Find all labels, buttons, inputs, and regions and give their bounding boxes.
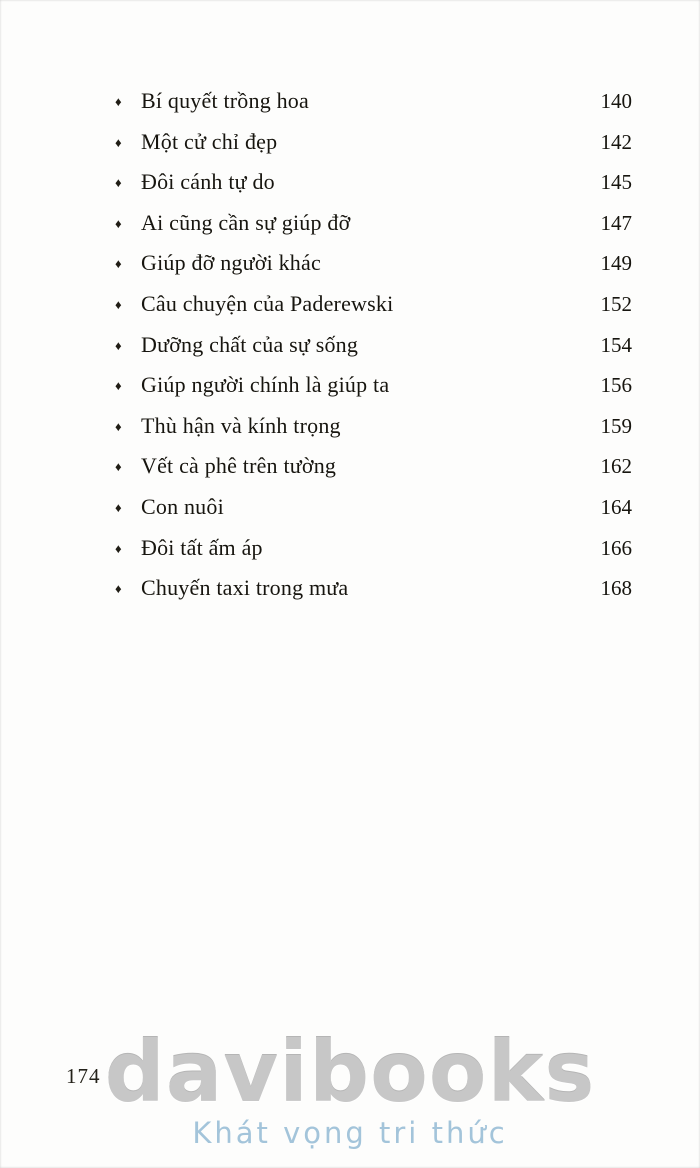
toc-entry — [115, 413, 632, 454]
diamond-bullet-icon: ♦ — [115, 337, 122, 353]
toc-entry-page: 149 — [600, 251, 632, 276]
toc-entry — [115, 210, 632, 251]
table-of-contents — [115, 88, 632, 616]
toc-entry-title: Dưỡng chất của sự sống — [141, 331, 359, 357]
diamond-bullet-icon: ♦ — [115, 499, 122, 515]
toc-entry-page: 154 — [600, 332, 632, 357]
diamond-bullet-icon: ♦ — [115, 215, 122, 231]
toc-entry — [115, 88, 632, 129]
diamond-bullet-icon: ♦ — [115, 134, 122, 150]
toc-entry-page: 164 — [600, 494, 632, 519]
toc-entry-page: 145 — [600, 170, 632, 195]
diamond-bullet-icon: ♦ — [115, 540, 122, 556]
toc-entry — [115, 250, 632, 291]
toc-entry-page: 159 — [600, 413, 632, 438]
toc-entry-title: Giúp người chính là giúp ta — [141, 372, 390, 398]
toc-entry-page: 162 — [600, 454, 632, 479]
toc-entry — [115, 291, 632, 332]
toc-entry-page: 156 — [600, 373, 632, 398]
diamond-bullet-icon: ♦ — [115, 94, 122, 109]
toc-entry-title: Giúp đỡ người khác — [141, 250, 321, 276]
watermark-tagline: Khát vọng tri thức — [192, 1116, 508, 1150]
diamond-bullet-icon: ♦ — [115, 296, 122, 312]
toc-entry — [115, 129, 632, 170]
toc-entry-title: Vết cà phê trên tường — [141, 453, 337, 479]
toc-entry-page: 147 — [600, 210, 632, 235]
toc-entry — [115, 453, 632, 494]
toc-entry-page: 152 — [600, 291, 632, 316]
toc-entry-page: 142 — [600, 129, 632, 154]
toc-entry-page: 166 — [600, 535, 632, 560]
toc-entry-title: Chuyến taxi trong mưa — [141, 575, 349, 601]
toc-entry — [115, 535, 632, 576]
toc-entry-title: Ai cũng cần sự giúp đỡ — [141, 209, 351, 235]
toc-entry-page: 140 — [600, 89, 632, 113]
toc-entry — [115, 494, 632, 535]
page-number: 174 — [66, 1064, 101, 1088]
toc-entry — [115, 332, 632, 373]
toc-entry-page: 168 — [600, 576, 632, 601]
diamond-bullet-icon: ♦ — [115, 418, 122, 434]
toc-entry-title: Bí quyết trồng hoa — [141, 88, 309, 113]
toc-entry — [115, 372, 632, 413]
diamond-bullet-icon: ♦ — [115, 175, 122, 191]
diamond-bullet-icon: ♦ — [115, 459, 122, 475]
toc-entry-title: Thù hận và kính trọng — [141, 412, 341, 438]
diamond-bullet-icon: ♦ — [115, 378, 122, 394]
toc-entry-title: Đôi tất ấm áp — [141, 534, 263, 560]
toc-entry — [115, 169, 632, 210]
diamond-bullet-icon: ♦ — [115, 581, 122, 597]
diamond-bullet-icon: ♦ — [115, 256, 122, 272]
watermark-logo: davibooks — [104, 1023, 596, 1121]
toc-entry-title: Một cử chỉ đẹp — [141, 128, 278, 154]
toc-entry-title: Câu chuyện của Paderewski — [141, 290, 394, 316]
toc-entry-title: Đôi cánh tự do — [141, 169, 275, 195]
watermark — [0, 1023, 700, 1150]
toc-entry — [115, 575, 632, 616]
toc-entry-title: Con nuôi — [141, 493, 224, 519]
